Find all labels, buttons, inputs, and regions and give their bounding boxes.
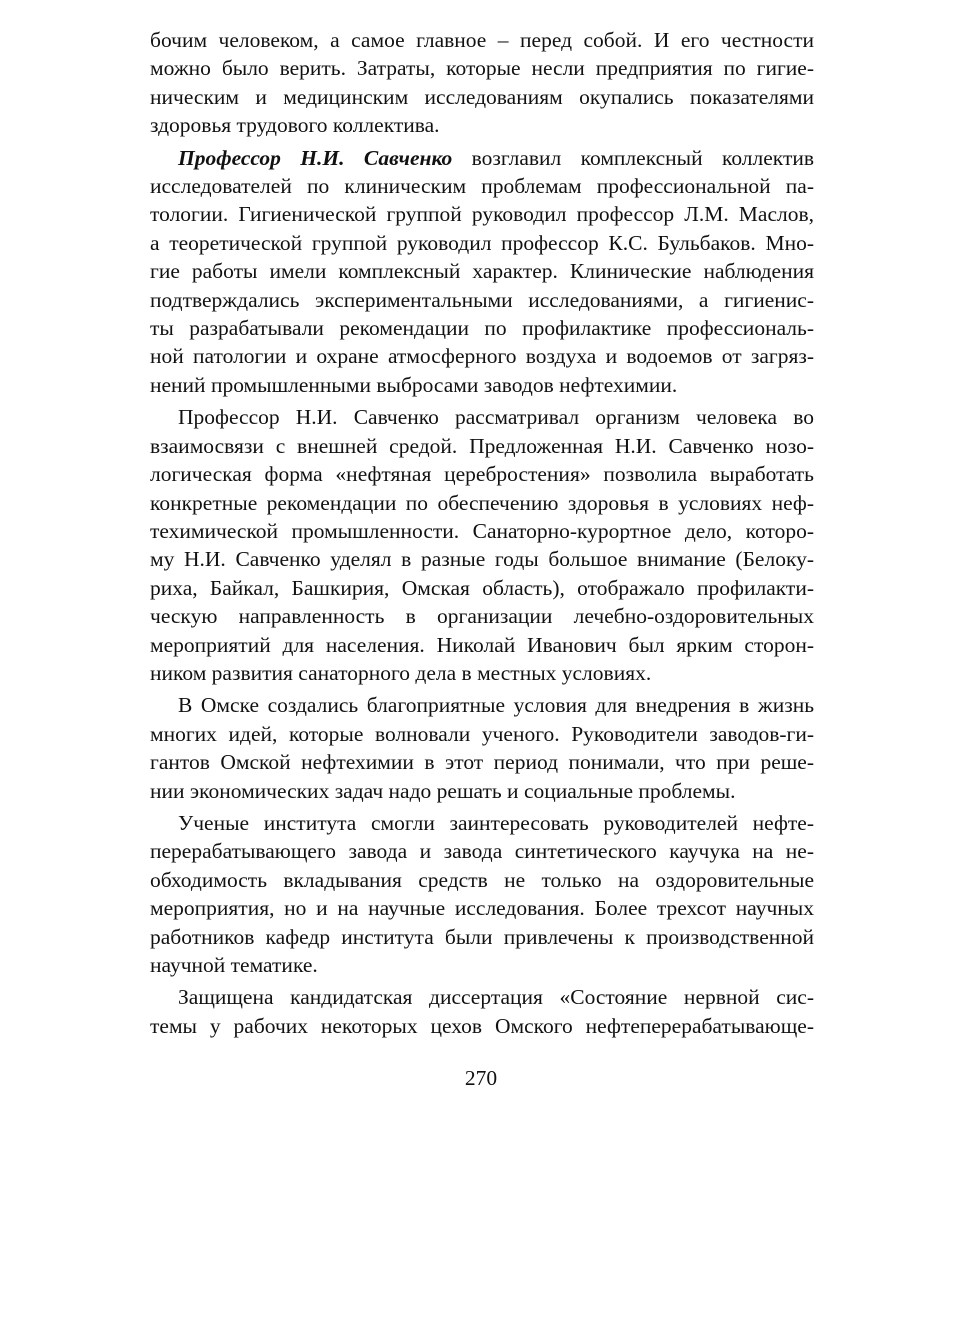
page-number: 270 [464, 1066, 498, 1090]
text-line: темы у рабочих некоторых цехов Омского нефтеперерабатывающе- [150, 1013, 814, 1038]
text-line: гие работы имели комплексный характер. Клинические наблюдения [150, 259, 814, 284]
text-line: му Н.И. Савченко уделял в разные годы большое внимание (Белоку- [150, 547, 814, 572]
text-line: В Омске создались благоприятные условия для внедрения в жизнь [178, 693, 814, 718]
text-line: тологии. Гигиенической группой руководил профессор Л.М. Маслов, [150, 202, 814, 227]
text-line: ты разрабатывали рекомендации по профилактике профессиональ- [150, 316, 814, 341]
paragraph [150, 691, 814, 805]
text-line: ником развития санаторного дела в местных условиях. [150, 660, 652, 685]
text-line: подтверждались экспериментальными исследованиями, а гигиенис- [150, 287, 814, 312]
text-line: риха, Байкал, Башкирия, Омская область), отображало профилакти- [150, 575, 814, 600]
paragraph [150, 26, 814, 140]
paragraph [150, 983, 814, 1040]
text-line: работников кафедр института были привлечены к производственной [150, 924, 814, 949]
lead-name: Профессор Н.И. Савченко [178, 145, 453, 170]
text-line: Защищена кандидатская диссертация «Состояние нервной сис- [178, 985, 814, 1010]
text-line: многих идей, которые волновали ученого. Руководители заводов-ги- [150, 721, 814, 746]
text-fragment: возглавил комплексный коллектив [452, 145, 815, 170]
text-line: мероприятий для населения. Николай Иванович был ярким сторон- [150, 632, 814, 657]
text-line: гантов Омской нефтехимии в этот период понимали, что при реше- [150, 750, 814, 775]
paragraph [150, 144, 814, 400]
text-line: нии экономических задач надо решать и социальные проблемы. [150, 778, 736, 803]
text-line: мероприятия, но и на научные исследования. Более трехсот научных [150, 896, 814, 921]
text-line: Профессор Н.И. Савченко рассматривал организм человека во [178, 405, 814, 430]
page-body [150, 26, 814, 1044]
text-line: логическая форма «нефтяная церебростения» позволила выработать [150, 462, 814, 487]
text-line: можно было верить. Затраты, которые несли предприятия по гигие- [150, 56, 814, 81]
paragraph [150, 809, 814, 979]
text-line: перерабатывающего завода и завода синтетического каучука на не- [150, 839, 814, 864]
text-line: взаимосвязи с внешней средой. Предложенная Н.И. Савченко нозо- [150, 433, 814, 458]
text-line: ческую направленность в организации лечебно-оздоровительных [150, 604, 814, 629]
text-line: научной тематике. [150, 953, 318, 977]
text-line: исследователей по клиническим проблемам профессиональной па- [150, 174, 814, 199]
text-line: обходимость вкладывания средств не только на оздоровительные [150, 867, 814, 892]
text-line: Ученые института смогли заинтересовать руководителей нефте- [178, 810, 814, 835]
text-line: бочим человеком, а самое главное – перед собой. И его честности [150, 28, 814, 52]
text-line: ной патологии и охране атмосферного воздуха и водоемов от загряз- [150, 344, 814, 369]
text-line: техимической промышленности. Санаторно-курортное дело, которо- [150, 518, 814, 543]
text-line [150, 144, 814, 172]
text-line: конкретные рекомендации по обеспечению здоровья в условиях неф- [150, 490, 814, 515]
paragraph [150, 403, 814, 687]
text-line: здоровья трудового коллектива. [150, 113, 440, 138]
text-line: ническим и медицинским исследованиям окупались показателями [150, 84, 814, 109]
text-line: нений промышленными выбросами заводов нефтехимии. [150, 372, 678, 397]
text-line: а теоретической группой руководил профессор К.С. Бульбаков. Мно- [150, 230, 814, 255]
